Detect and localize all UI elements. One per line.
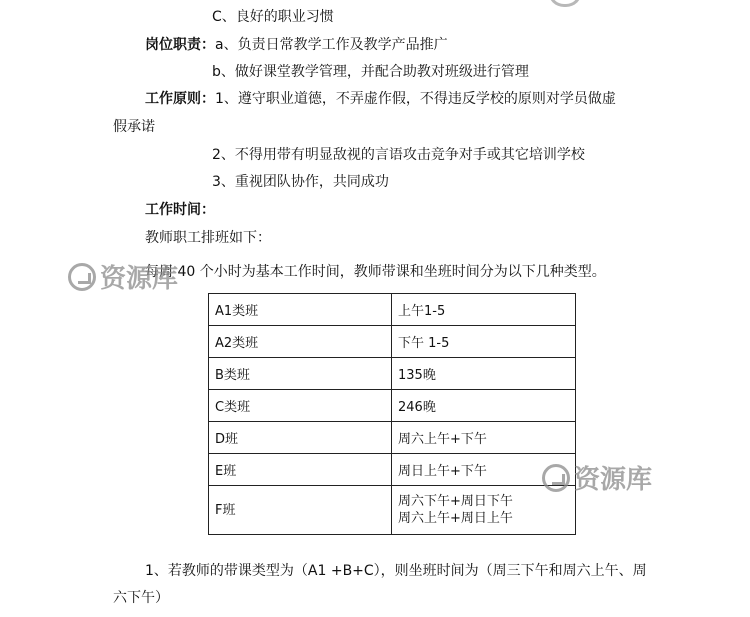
- watermark-text: 资源库: [100, 264, 179, 294]
- table-row: [209, 422, 576, 454]
- principle-3: 3、重视团队协作，共同成功: [212, 174, 389, 190]
- class-type-cell: F班: [209, 486, 392, 535]
- class-type-cell: D班: [209, 422, 392, 454]
- watermark-left: [68, 258, 178, 295]
- class-time-cell: [392, 422, 576, 454]
- class-type-cell: C类班: [209, 390, 392, 422]
- duty-a: a、负责日常教学工作及教学产品推广: [215, 37, 448, 53]
- duty-row: [145, 36, 448, 54]
- class-time-text: 周六下午+周日下午: [398, 494, 513, 509]
- class-time-text: 周六上午+下午: [398, 432, 487, 447]
- table-row: [209, 294, 576, 326]
- worktime-label: 工作时间：: [145, 202, 215, 218]
- principle-1a: 1、遵守职业道德，不弄虚作假，不得违反学校的原则对学员做虚: [215, 91, 616, 107]
- class-type-cell: B类班: [209, 358, 392, 390]
- class-type-cell: E班: [209, 454, 392, 486]
- class-time-text: 上午1-5: [398, 304, 446, 319]
- class-time-text: 135晚: [398, 368, 436, 383]
- note-1a: 1、若教师的带课类型为（A1 +B+C），则坐班时间为（周三下午和周六上午、周: [145, 563, 647, 579]
- principle-label: 工作原则：: [145, 91, 215, 107]
- watermark-logo-icon: [542, 464, 570, 492]
- watermark-right: [542, 459, 652, 496]
- note-1b: 六下午）: [113, 590, 169, 606]
- schedule-intro: 教师职工排班如下：: [145, 230, 271, 246]
- schedule-table: [208, 293, 576, 535]
- table-row: [209, 358, 576, 390]
- weekly-hours: 每周 40 个小时为基本工作时间，教师带课和坐班时间分为以下几种类型。: [145, 264, 606, 280]
- habit-line: C、良好的职业习惯: [212, 9, 334, 25]
- table-row: [209, 390, 576, 422]
- duty-label: 岗位职责：: [145, 37, 215, 53]
- class-time-cell: [392, 294, 576, 326]
- class-time-text: 246晚: [398, 400, 436, 415]
- watermark-logo-icon: [68, 263, 96, 291]
- class-time-cell: [392, 326, 576, 358]
- table-row: [209, 486, 576, 535]
- class-time-cell: [392, 390, 576, 422]
- principle-2: 2、不得用带有明显敌视的言语攻击竞争对手或其它培训学校: [212, 147, 585, 163]
- class-type-cell: A2类班: [209, 326, 392, 358]
- class-time-text: 下午 1-5: [398, 336, 450, 351]
- duty-b: b、做好课堂教学管理，并配合助教对班级进行管理: [212, 64, 529, 80]
- class-type-cell: A1类班: [209, 294, 392, 326]
- table-row: [209, 454, 576, 486]
- watermark-fragment: [548, 0, 582, 7]
- table-row: [209, 326, 576, 358]
- watermark-text: 资源库: [574, 465, 653, 495]
- class-time-text: 周六上午+周日上午: [398, 511, 513, 526]
- principle-1b: 假承诺: [113, 119, 155, 135]
- class-time-text: 周日上午+下午: [398, 464, 487, 479]
- class-time-cell: [392, 358, 576, 390]
- principle-row: [145, 90, 616, 108]
